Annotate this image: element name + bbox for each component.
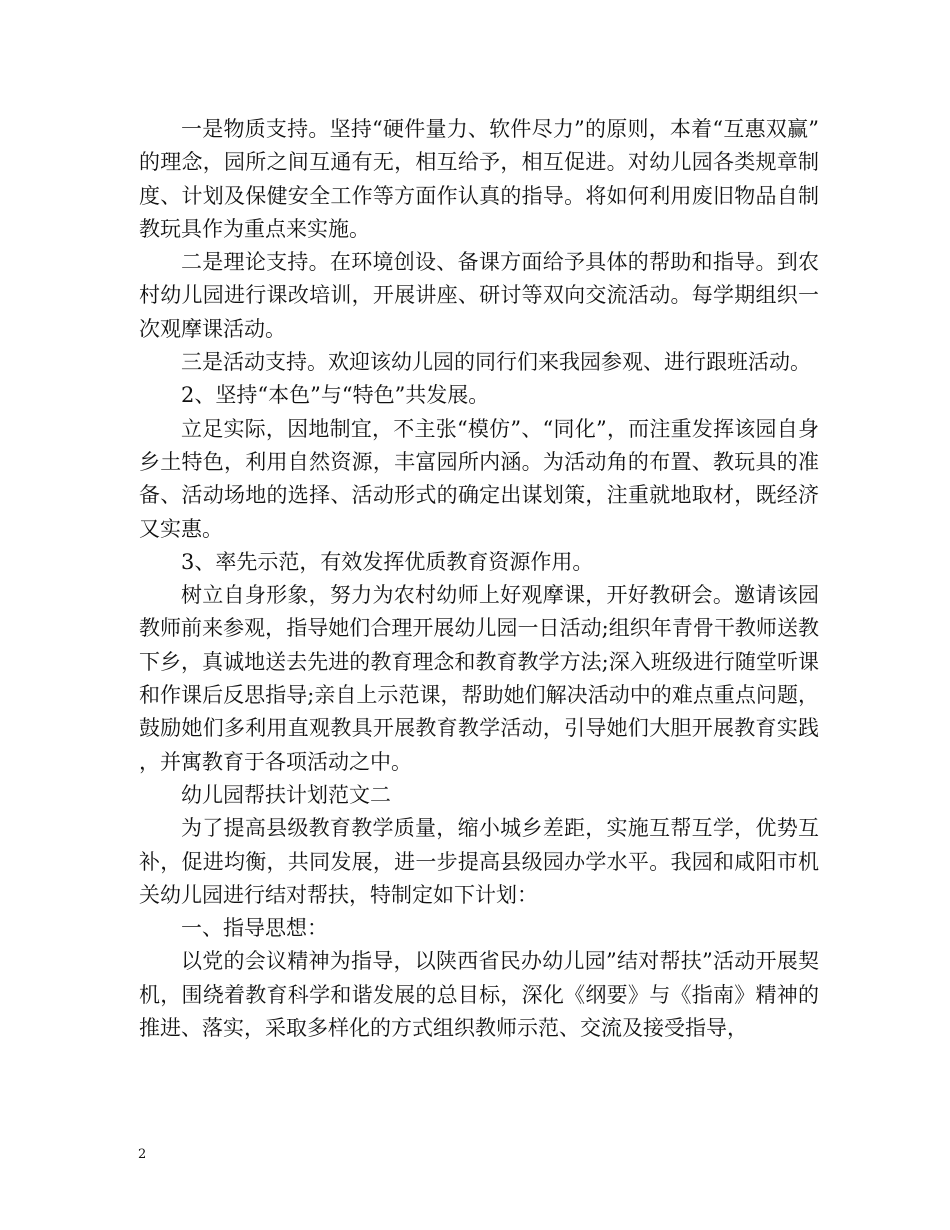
- paragraph-material-support: 一是物质支持。坚持“硬件量力、软件尽力”的原则，本着“互惠双赢”的理念，园所之间互通有无，相互给予，相互促进。对幼儿园各类规章制度、计划及保健安全工作等方面作认真的指导。将如何利用废旧物品自制教玩具作为重点来实施。: [139, 117, 819, 241]
- section-title: 幼儿园帮扶计划范文二: [181, 782, 391, 807]
- paragraph-guiding-ideology: 以党的会议精神为指导，以陕西省民办幼儿园”结对帮扶”活动开展契机，围绕着教育科学和谐发展的总目标，深化《纲要》与《指南》精神的推进、落实，采取多样化的方式组织教师示范、交流及接受指导，: [139, 949, 819, 1041]
- paragraph-local-features: 立足实际，因地制宜，不主张“模仿”、“同化”，而注重发挥该园自身乡土特色，利用自然资源，丰富园所内涵。为活动角的布置、教玩具的准备、活动场地的选择、活动形式的确定出谋划策，注重就地取材，既经济又实惠。: [139, 416, 819, 541]
- paragraph-heading-2: 2、坚持“本色”与“特色”共发展。: [181, 383, 490, 408]
- paragraph-guiding-ideology-heading: 一、指导思想：: [181, 916, 328, 941]
- paragraph-intro: 为了提高县级教育教学质量，缩小城乡差距，实施互帮互学，优势互补，促进均衡，共同发展，进一步提高县级园办学水平。我园和咸阳市机关幼儿园进行结对帮扶，特制定如下计划：: [139, 816, 819, 907]
- paragraph-theory-support: 二是理论支持。在环境创设、备课方面给予具体的帮助和指导。到农村幼儿园进行课改培训，开展讲座、研讨等双向交流活动。每学期组织一次观摩课活动。: [139, 250, 819, 341]
- paragraph-demonstration: 树立自身形象，努力为农村幼师上好观摩课，开好教研会。邀请该园教师前来参观，指导她们合理开展幼儿园一日活动;组织年青骨干教师送教下乡，真诚地送去先进的教育理念和教育教学方法;深入班级进行随堂听课和作课后反思指导;亲自上示范课，帮助她们解决活动中的难点重点问题，鼓励她们多利用直观教具开展教育教学活动，引导她们大胆开展教育实践，并寓教育于各项活动之中。: [139, 583, 819, 774]
- document-body: [139, 113, 819, 1045]
- paragraph-heading-3: 3、率先示范，有效发挥优质教育资源作用。: [181, 549, 594, 574]
- paragraph-activity-support: 三是活动支持。欢迎该幼儿园的同行们来我园参观、进行跟班活动。: [181, 350, 811, 375]
- page-number: 2: [138, 1147, 147, 1162]
